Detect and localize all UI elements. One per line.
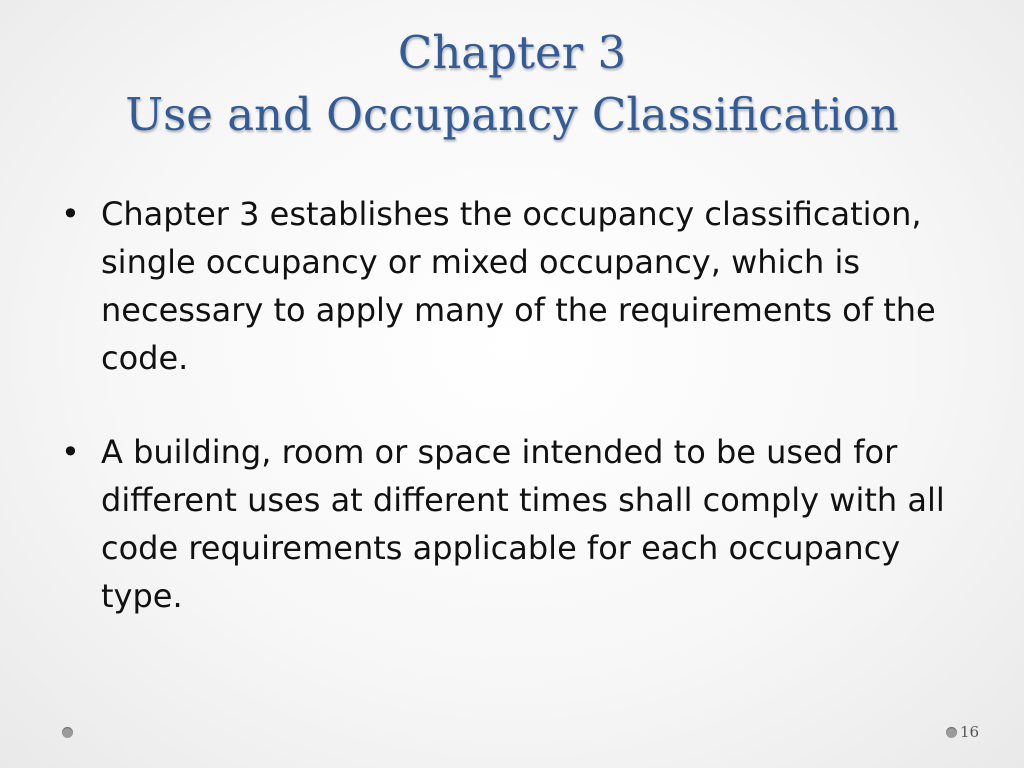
slide-title [0,22,1024,146]
bullet-text-1: Chapter 3 establishes the occupancy classification, single occupancy or mixed occupancy, which is necessary to apply many of the requirements of the code. [101,195,936,377]
slide-number: 16 [960,723,980,741]
bullet-item-1 [58,190,988,382]
bullet-item-2 [58,428,988,620]
title-line-1: Chapter 3 [397,26,627,79]
previous-slide-dot-icon[interactable] [62,727,73,738]
bullet-list [58,190,988,666]
bullet-marker-1: • [61,195,80,233]
title-line-2: Use and Occupancy Classification [125,88,899,141]
next-slide-dot-icon[interactable] [946,727,957,738]
bullet-text-2: A building, room or space intended to be used for different uses at different times shall comply with all code requirements applicable for each occupancy type. [101,433,945,615]
bullet-marker-2: • [61,433,80,471]
